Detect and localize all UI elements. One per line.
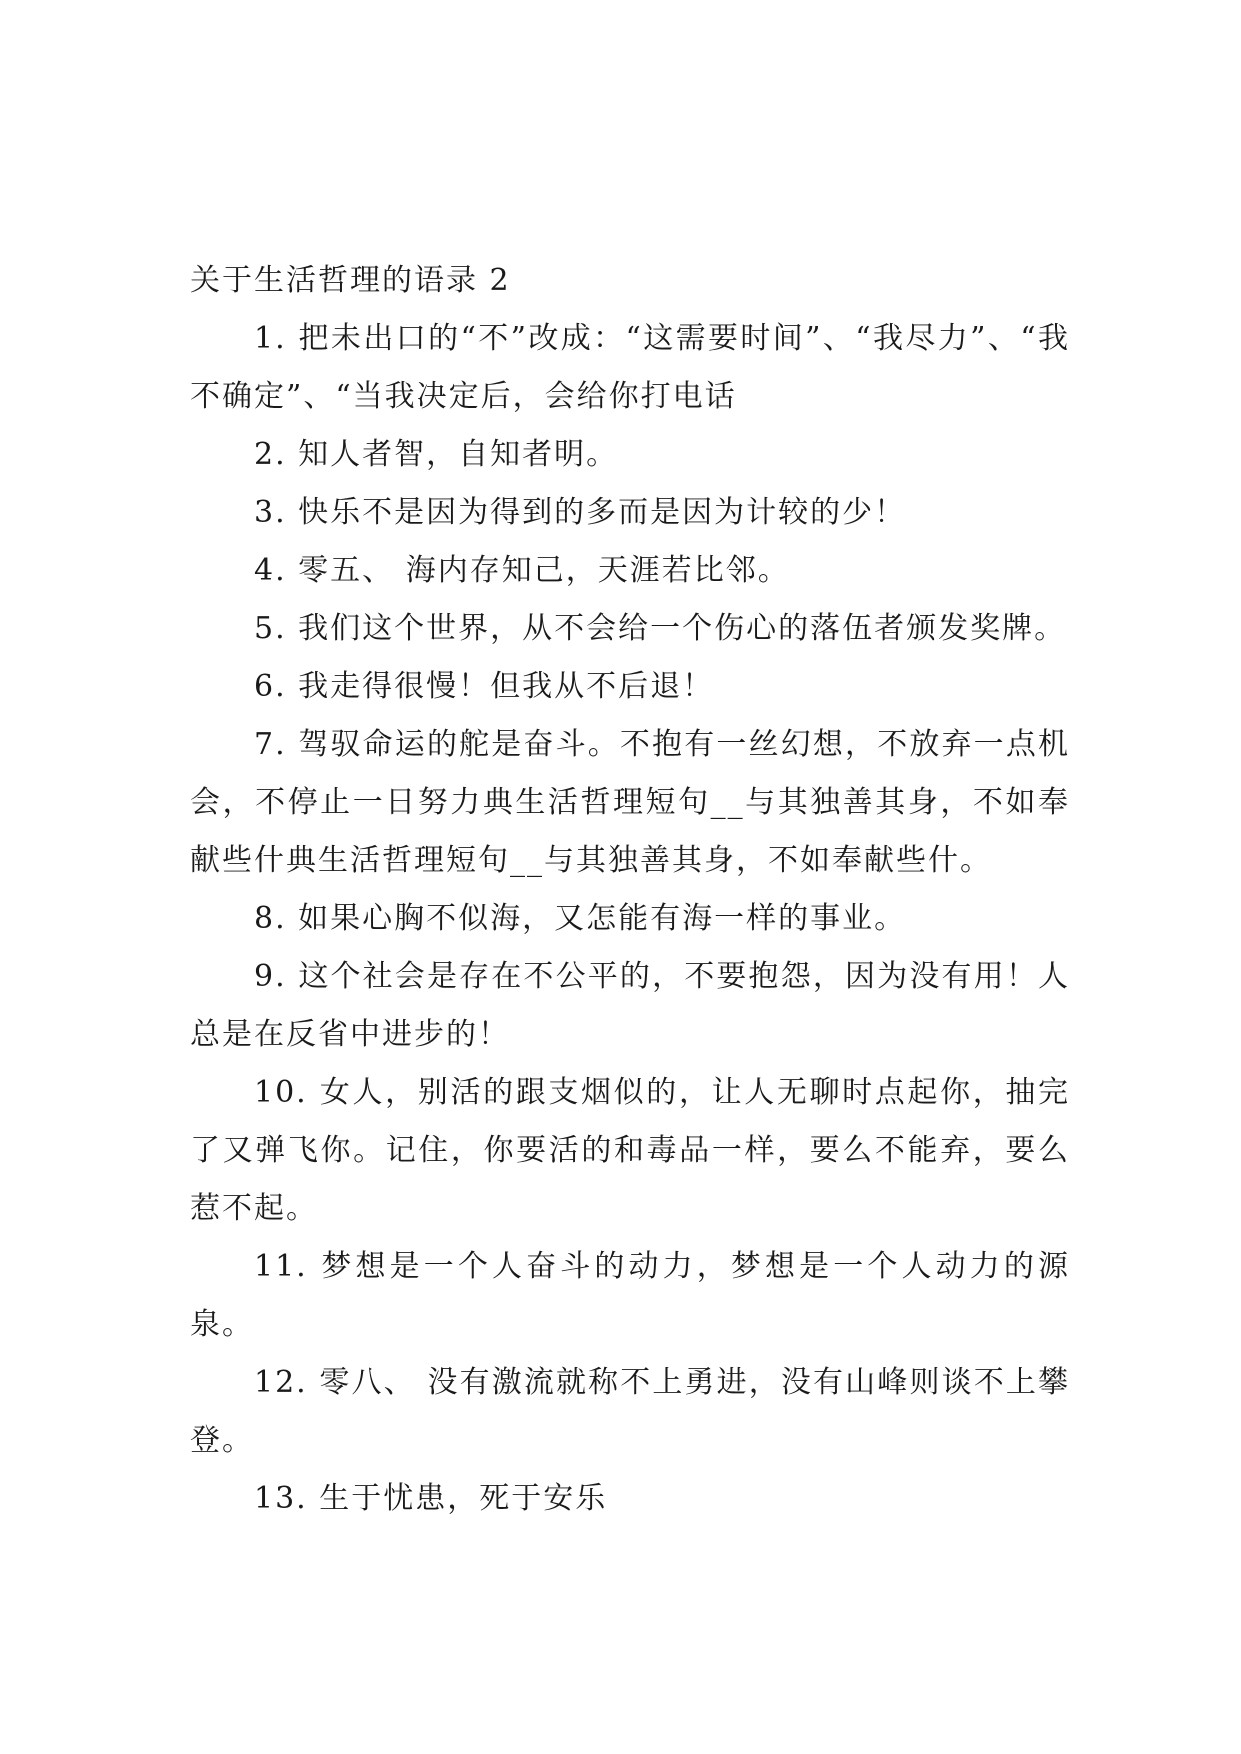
quote-item-4: 4. 零五、 海内存知己，天涯若比邻。: [254, 553, 790, 588]
quote-item-2: 2. 知人者智，自知者明。: [254, 437, 619, 472]
quote-item-9: 9. 这个社会是存在不公平的，不要抱怨，因为没有用！人总是在反省中进步的！: [190, 959, 1070, 1052]
quote-item-12: 12. 零八、 没有激流就称不上勇进，没有山峰则谈不上攀登。: [190, 1365, 1070, 1458]
quote-item-3: 3. 快乐不是因为得到的多而是因为计较的少！: [254, 495, 907, 530]
quote-item-5: 5. 我们这个世界，从不会给一个伤心的落伍者颁发奖牌。: [254, 611, 1067, 646]
quote-item-13: 13. 生于忧患，死于安乐: [254, 1481, 608, 1516]
quote-item-6: 6. 我走得很慢！但我从不后退！: [254, 669, 715, 704]
quote-item-7: 7. 驾驭命运的舵是奋斗。不抱有一丝幻想，不放弃一点机会，不停止一日努力典生活哲理短句__与其独善其身，不如奉献些什典生活哲理短句__与其独善其身，不如奉献些什。: [190, 727, 1070, 878]
quote-item-10: 10. 女人，别活的跟支烟似的，让人无聊时点起你，抽完了又弹飞你。记住，你要活的和毒品一样，要么不能弃，要么惹不起。: [190, 1075, 1070, 1226]
document-title: 关于生活哲理的语录 2: [190, 263, 511, 298]
quote-item-1: 1. 把未出口的“不”改成：“这需要时间”、“我尽力”、“我不确定”、“当我决定后，会给你打电话: [190, 321, 1070, 414]
quote-item-8: 8. 如果心胸不似海，又怎能有海一样的事业。: [254, 901, 907, 936]
quote-item-11: 11. 梦想是一个人奋斗的动力，梦想是一个人动力的源泉。: [190, 1249, 1070, 1342]
document-body: [190, 252, 1070, 1528]
